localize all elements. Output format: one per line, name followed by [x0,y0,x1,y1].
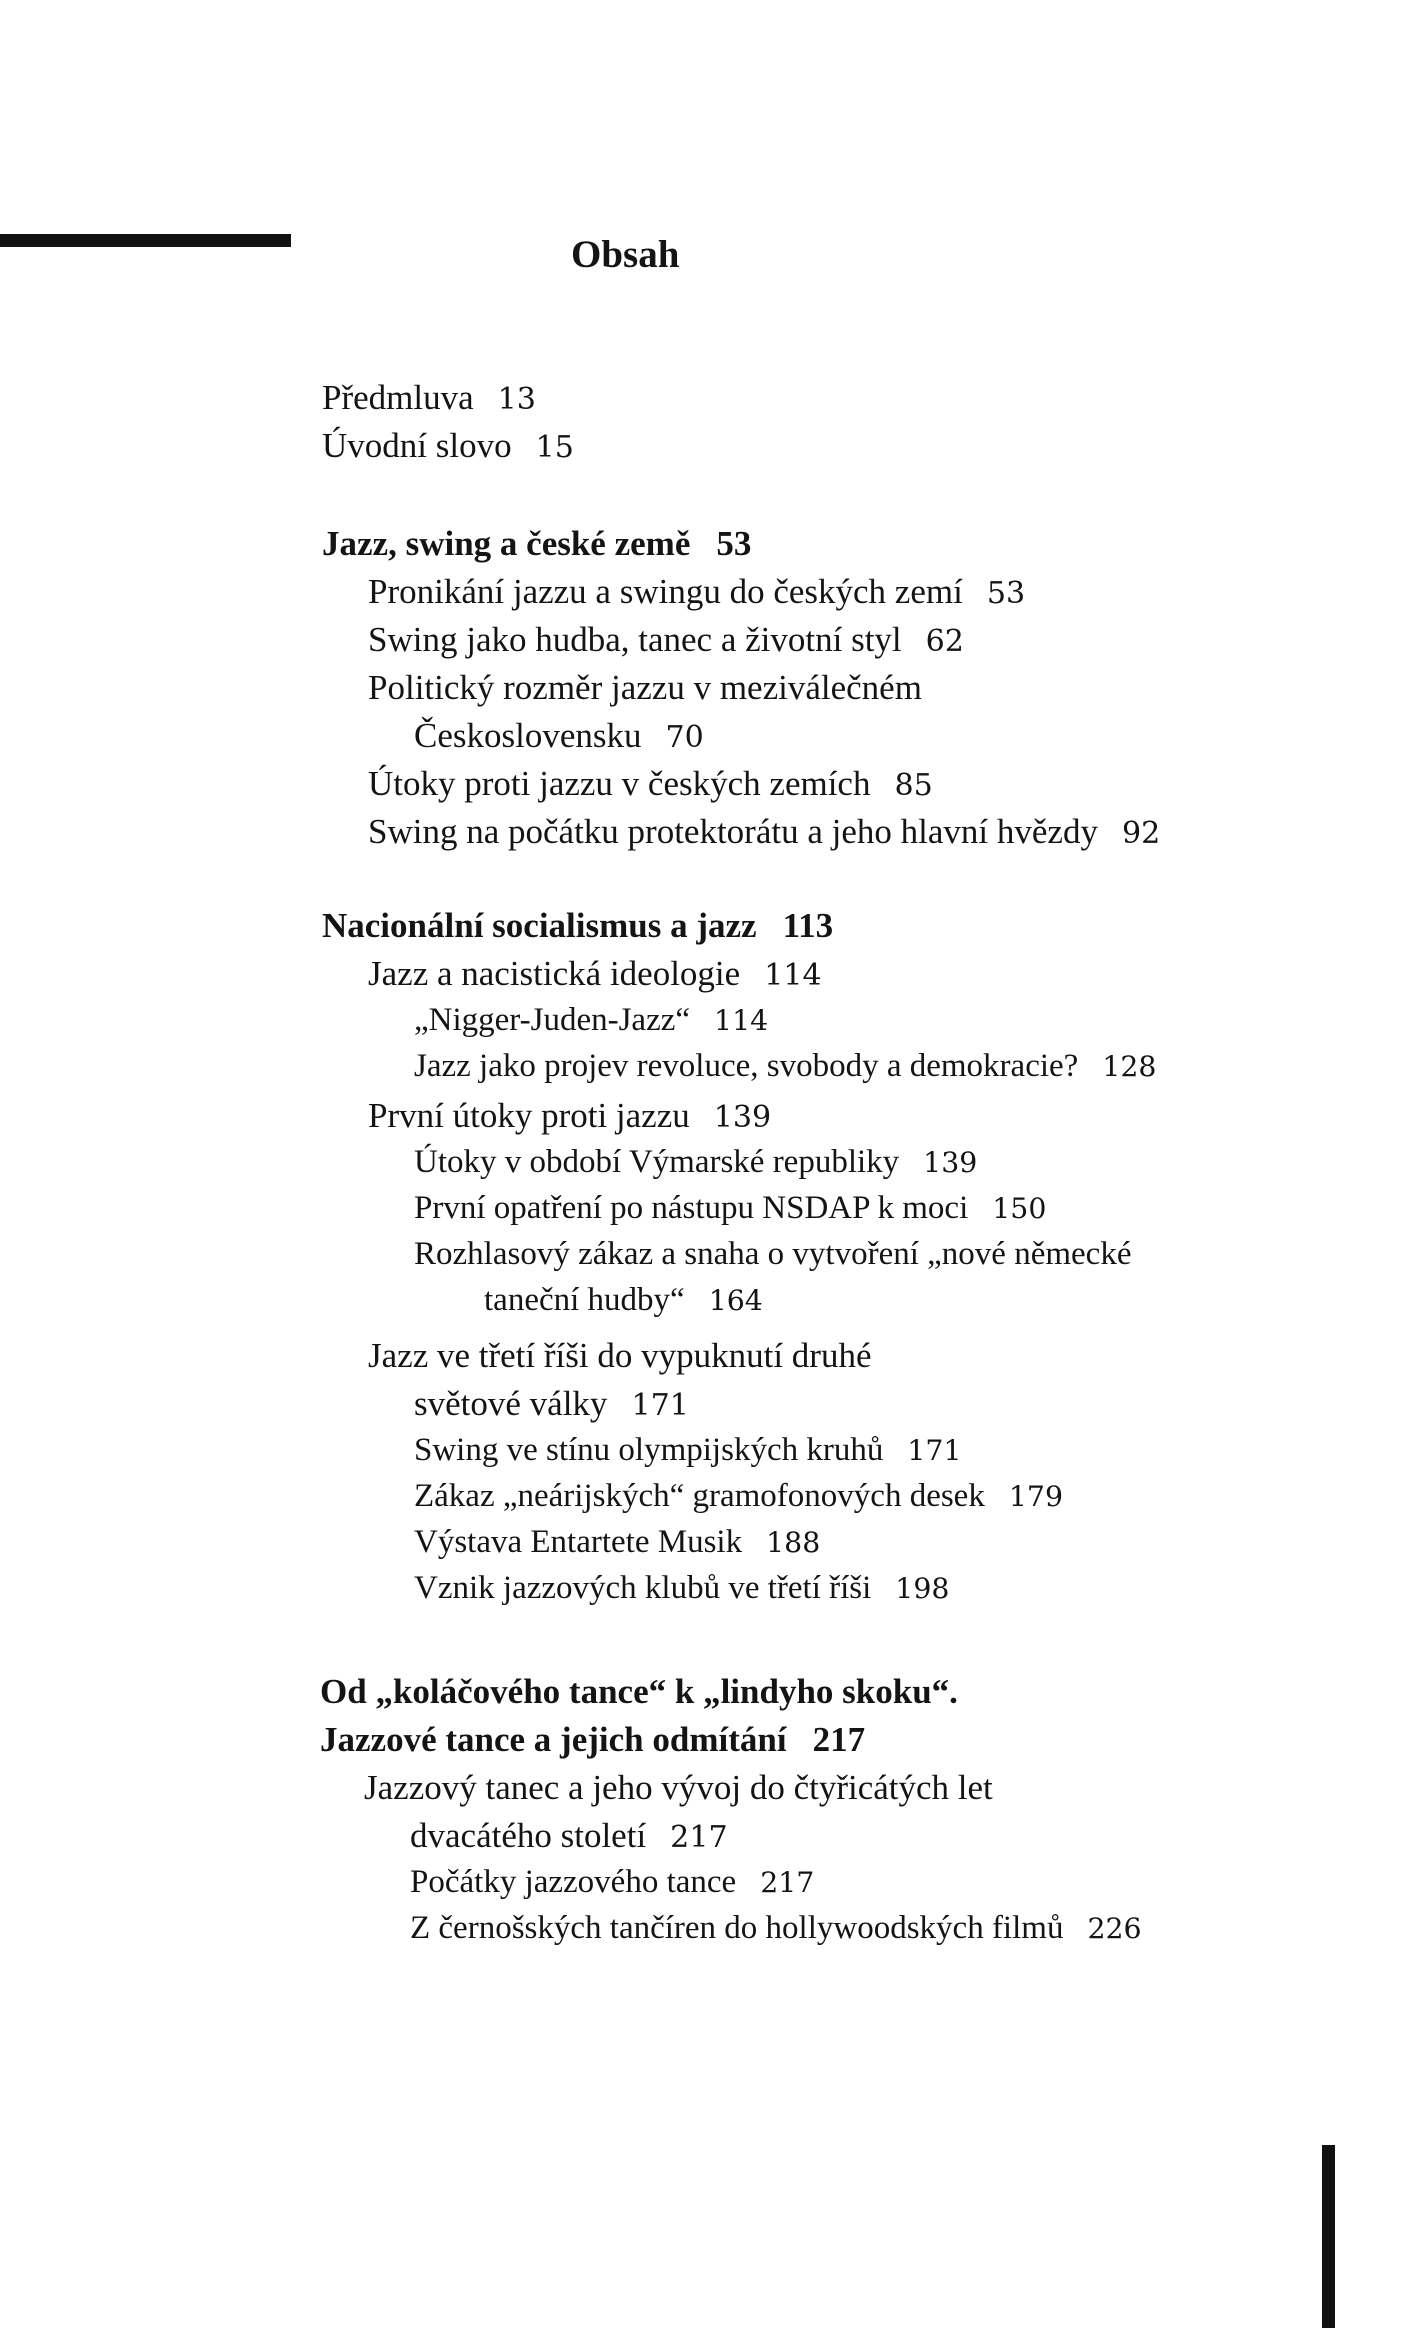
toc-subentry-page: 114 [714,1004,769,1037]
toc-section-title: Jazzové tance a jejich odmítání [320,1720,787,1759]
toc-entry-page: 217 [670,1820,728,1855]
toc-subentry [414,1432,962,1469]
toc-section-title: Nacionální socialismus a jazz [322,906,757,945]
toc-subentry [410,1910,1142,1947]
toc-entry-page: 62 [925,624,964,659]
page-title: Obsah [571,233,680,276]
toc-subentry-title: Vznik jazzových klubů ve třetí říši [414,1570,872,1606]
toc-subentry-title: Rozhlasový zákaz a snaha o vytvoření „nové německé [414,1236,1132,1272]
toc-subentry-title: Jazz jako projev revoluce, svobody a demokracie? [414,1048,1079,1084]
toc-subentry-title: Útoky v období Výmarské republiky [414,1144,900,1180]
toc-entry-title: Jazz a nacistická ideologie [368,954,741,993]
toc-subentry [414,1524,820,1561]
toc-entry-title: světové války [414,1384,608,1423]
toc-section-title: Od „koláčového tance“ k „lindyho skoku“. [320,1672,958,1711]
toc-entry-title: Swing jako hudba, tanec a životní styl [368,620,902,659]
toc-subentry [410,1864,814,1901]
toc-entry [368,1336,871,1376]
toc-entry [368,572,1025,612]
toc-subentry-title: Počátky jazzového tance [410,1864,737,1900]
toc-subentry-title: První opatření po nástupu NSDAP k moci [414,1190,969,1226]
toc-subentry-title: Z černošských tančíren do hollywoodských filmů [410,1910,1064,1946]
toc-section-title: Jazz, swing a české země [322,524,691,563]
toc-entry-page: 92 [1121,816,1161,851]
toc-subentry-page: 217 [760,1866,815,1899]
toc-subentry [414,1144,977,1181]
toc-entry [322,426,574,466]
toc-section-page: 113 [782,906,834,945]
toc-entry [368,764,933,804]
toc-subentry-page: 150 [992,1192,1047,1225]
toc-subentry [414,1190,1046,1227]
toc-subentry-page: 139 [923,1146,978,1179]
toc-entry-title: Swing na počátku protektorátu a jeho hlavní hvězdy [368,812,1098,851]
toc-entry-page: 70 [665,720,704,755]
toc-entry [368,1096,771,1136]
toc-entry-title: Jazzový tanec a jeho vývoj do čtyřicátých let [364,1768,993,1807]
toc-entry-title: dvacátého století [410,1816,647,1855]
toc-subentry-page: 198 [895,1572,950,1605]
toc-entry [322,378,536,418]
toc-entry-title: Československu [414,716,642,755]
toc-entry-continuation [414,716,704,756]
toc-section-heading-continuation [320,1720,865,1760]
toc-subentry-page: 164 [708,1284,763,1317]
toc-entry-page: 13 [497,382,536,417]
toc-entry-title: Úvodní slovo [322,426,512,465]
toc-entry [368,812,1160,852]
toc-subentry-page: 226 [1087,1912,1142,1945]
toc-entry-title: První útoky proti jazzu [368,1096,690,1135]
toc-entry [368,620,964,660]
toc-entry-title: Pronikání jazzu a swingu do českých zemí [368,572,963,611]
toc-subentry-page: 179 [1008,1480,1064,1513]
toc-entry-page: 53 [986,576,1026,611]
top-rule [0,234,291,247]
toc-entry [364,1768,993,1808]
toc-section-page: 217 [812,1720,866,1759]
toc-entry-continuation [414,1384,689,1424]
toc-entry-title: Jazz ve třetí říši do vypuknutí druhé [368,1336,872,1375]
toc-section-page: 53 [716,524,752,563]
toc-entry [368,954,822,994]
toc-section-heading [320,1672,958,1712]
toc-section-heading [322,524,751,564]
toc-entry-title: Politický rozměr jazzu v meziválečném [368,668,922,707]
toc-entry-page: 15 [535,430,574,465]
toc-subentry-continuation [484,1282,763,1319]
toc-entry-continuation [410,1816,728,1856]
toc-subentry [414,1570,949,1607]
toc-subentry-page: 188 [766,1526,821,1559]
toc-subentry-page: 171 [907,1434,962,1467]
toc-entry-title: Předmluva [322,378,474,417]
toc-subentry-title: taneční hudby“ [484,1282,685,1318]
toc-subentry-title: Swing ve stínu olympijských kruhů [414,1432,884,1468]
toc-entry-page: 139 [713,1100,772,1135]
toc-subentry-title: Výstava Entartete Musik [414,1524,743,1560]
toc-entry [368,668,922,708]
toc-entry-page: 85 [894,768,933,803]
toc-subentry-page: 128 [1102,1050,1157,1083]
toc-subentry-title: „Nigger-Juden-Jazz“ [414,1002,691,1038]
toc-entry-page: 171 [631,1388,689,1423]
toc-subentry-title: Zákaz „neárijských“ gramofonových desek [414,1478,985,1514]
toc-subentry [414,1478,1063,1515]
toc-entry-page: 114 [764,958,822,993]
toc-subentry [414,1002,768,1039]
toc-subentry [414,1236,1131,1273]
toc-entry-title: Útoky proti jazzu v českých zemích [368,764,871,803]
toc-section-heading [322,906,833,946]
side-thumb-rule [1322,2145,1335,2328]
toc-subentry [414,1048,1156,1085]
